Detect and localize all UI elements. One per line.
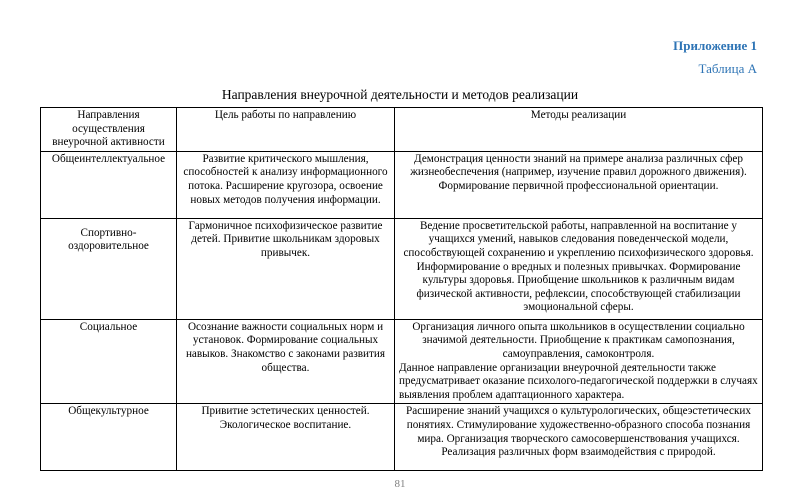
table-row	[41, 151, 763, 218]
goal-cell: Гармоничное психофизическое развитие детей. Привитие школьникам здоровых привычек.	[177, 218, 395, 319]
goal-cell: Осознание важности социальных норм и установок. Формирование социальных навыков. Знакомство с законами развития общества.	[177, 319, 395, 404]
table-header-row	[41, 108, 763, 152]
methods-cell	[395, 319, 763, 404]
direction-cell: Общекультурное	[41, 404, 177, 471]
table-row	[41, 404, 763, 471]
methods-text: Организация личного опыта школьников в осуществлении социально значимой деятельности. Приобщение к практикам самопознания, самоуправления, самоконтроля.	[412, 320, 745, 360]
goal-cell: Привитие эстетических ценностей. Экологическое воспитание.	[177, 404, 395, 471]
appendix-heading: Приложение 1	[673, 38, 757, 53]
methods-cell: Демонстрация ценности знаний на примере анализа различных сфер жизнеобеспечения (например, изучение правил дорожного движения). Формирование первичной профессиональной ориентации.	[395, 151, 763, 218]
column-header-goal: Цель работы по направлению	[177, 108, 395, 152]
methods-cell: Ведение просветительской работы, направленной на воспитание у учащихся умений, навыков следования поведенческой модели, способствующей сохранению и укреплению психофизического здоровья. Информирование о вредных и полезных привычках. Формирование культуры здоровья. Приобщение школьников к различным видам физической активности, рефлексии, способствующей стабилизации эмоциональной сферы.	[395, 218, 763, 319]
methods-cell: Расширение знаний учащихся о культурологических, общеэстетических понятиях. Стимулирование художественно-образного способа познания мира. Организация творческого самосовершенствования учащихся. Реализация различных форм взаимодействия с природой.	[395, 404, 763, 471]
methods-extra-text: Данное направление организации внеурочной деятельности также предусматривает оказание психолого-педагогической поддержки в случаях выявления проблем адаптационного характера.	[399, 361, 758, 401]
column-header-methods: Методы реализации	[395, 108, 763, 152]
activities-table	[40, 107, 763, 471]
direction-cell: Общеинтеллектуальное	[41, 151, 177, 218]
table-row	[41, 218, 763, 319]
direction-cell: Социальное	[41, 319, 177, 404]
table-label: Таблица А	[698, 61, 757, 76]
column-header-direction: Направления осуществления внеурочной активности	[41, 108, 177, 152]
table-title: Направления внеурочной деятельности и методов реализации	[221, 87, 579, 102]
table-row	[41, 319, 763, 404]
page-number: 81	[394, 478, 406, 490]
direction-cell: Спортивно-оздоровительное	[41, 218, 177, 319]
goal-cell: Развитие критического мышления, способностей к анализу информационного потока. Расширение кругозора, освоение новых методов получения информации.	[177, 151, 395, 218]
